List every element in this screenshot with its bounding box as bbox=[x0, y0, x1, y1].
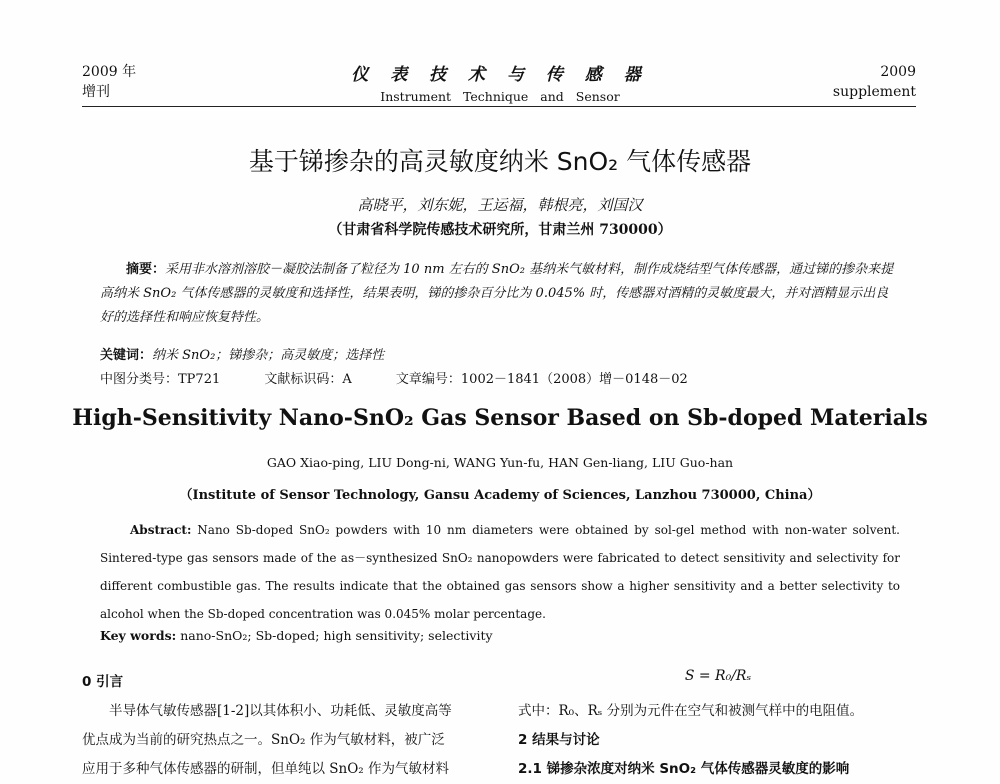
abstract-cn-text: 采用非水溶剂溶胶－凝胶法制备了粒径为 10 nm 左右的 SnO₂ 基纳米气敏材料，制作成烧结型气体传感器，通过锑的掺杂来提高纳米 SnO₂ 气体传感器的灵敏度和选择性，结果表明，锑的掺杂百分比为 0.045% 时，传感器对酒精的灵敏度最大，并对酒精显示出良好的选择性和响应恢复特性。 bbox=[100, 262, 894, 325]
authors-en: GAO Xiao-ping, LIU Dong-ni, WANG Yun-fu, HAN Gen-liang, LIU Guo-han bbox=[266, 455, 734, 470]
body-left-column bbox=[82, 668, 502, 784]
affiliation-cn: （甘肃省科学院传感技术研究所，甘肃兰州 730000） bbox=[328, 222, 672, 238]
keywords-cn-text: 纳米 SnO₂；锑掺杂；高灵敏度；选择性 bbox=[152, 348, 385, 363]
paper-title-cn: 基于锑掺杂的高灵敏度纳米 SnO₂ 气体传感器 bbox=[248, 147, 752, 176]
header-year-left: 2009 年 bbox=[82, 64, 137, 80]
document-code: 文献标识码：A bbox=[264, 372, 352, 387]
header-right bbox=[833, 62, 916, 102]
abstract-en bbox=[100, 516, 900, 628]
sensitivity-equation: S = R₀/Rₛ bbox=[684, 668, 752, 684]
authors-cn: 高晓平，刘东妮，王运福，韩根亮，刘国汉 bbox=[357, 196, 643, 214]
journal-name-cn: 仪 表 技 术 与 传 感 器 bbox=[351, 65, 649, 85]
abstract-en-text: Nano Sb-doped SnO₂ powders with 10 nm diameters were obtained by sol-gel method with non-water solvent. Sintered-type gas sensors made of the as－synthesized SnO₂ nanopowders were fabricated to detect sensitivity and selectivity for different combustible gas. The results indicate that the obtained gas sensors show a higher sensitivity and a better selectivity to alcohol when the Sb-doped concentration was 0.045% molar percentage. bbox=[100, 523, 900, 621]
header-issue-right: supplement bbox=[832, 84, 916, 100]
section-0-line-2: 优点成为当前的研究热点之一。SnO₂ 作为气敏材料，被广泛 bbox=[82, 732, 445, 748]
abstract-en-label: Abstract: bbox=[130, 523, 192, 537]
journal-name-en: Instrument Technique and Sensor bbox=[380, 89, 620, 104]
header-rule bbox=[82, 106, 916, 107]
classification-row bbox=[100, 368, 728, 387]
section-2-1-title: 2.1 锑掺杂浓度对纳米 SnO₂ 气体传感器灵敏度的影响 bbox=[518, 761, 850, 777]
section-0-line-3: 应用于多种气体传感器的研制，但单纯以 SnO₂ 作为气敏材料 bbox=[82, 761, 450, 777]
keywords-en-text: nano-SnO₂; Sb-doped; high sensitivity; selectivity bbox=[180, 628, 493, 643]
affiliation-en: （Institute of Sensor Technology, Gansu Academy of Sciences, Lanzhou 730000, China） bbox=[179, 488, 821, 503]
article-number: 文章编号：1002－1841（2008）增－0148－02 bbox=[395, 372, 688, 387]
section-2-title: 2 结果与讨论 bbox=[518, 732, 600, 748]
header-year-right: 2009 bbox=[880, 64, 916, 80]
equation-note: 式中：R₀、Rₛ 分别为元件在空气和被测气样中的电阻值。 bbox=[518, 703, 864, 719]
clc-number: 中图分类号：TP721 bbox=[100, 372, 221, 387]
paper-title-en: High-Sensitivity Nano-SnO₂ Gas Sensor Based on Sb-doped Materials bbox=[72, 405, 928, 431]
keywords-cn-label: 关键词： bbox=[100, 348, 153, 363]
abstract-cn bbox=[100, 258, 900, 330]
body-right-column bbox=[518, 697, 918, 784]
keywords-en-label: Key words: bbox=[100, 628, 177, 643]
keywords-cn bbox=[100, 344, 900, 368]
section-0-line-1: 半导体气敏传感器[1-2]以其体积小、功耗低、灵敏度高等 bbox=[109, 703, 452, 719]
section-0-title: 0 引言 bbox=[82, 674, 124, 690]
abstract-cn-label: 摘要： bbox=[126, 262, 166, 277]
header-issue-left: 增刊 bbox=[82, 84, 110, 100]
keywords-en bbox=[100, 628, 493, 643]
